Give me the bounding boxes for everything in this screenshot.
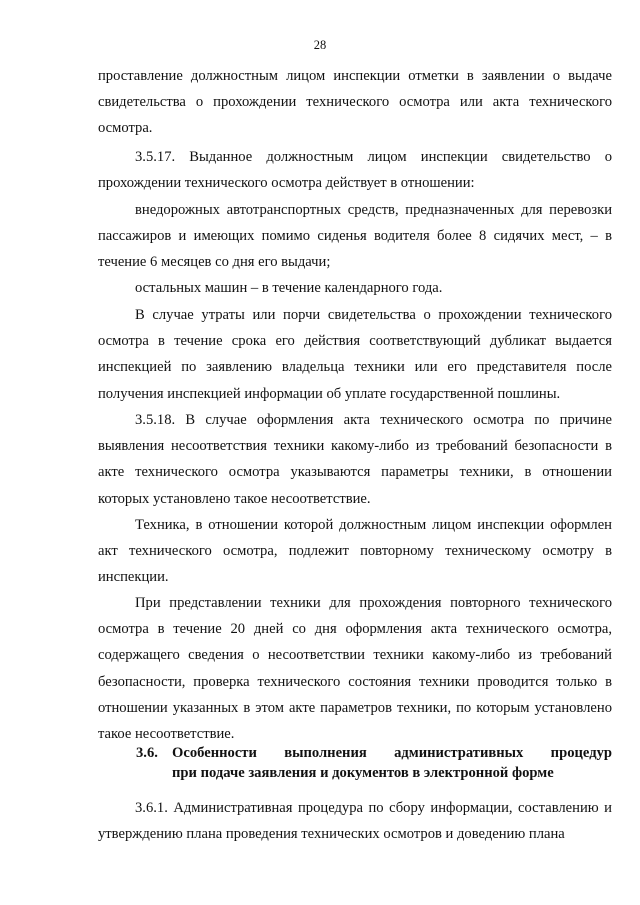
paragraph-offroad-vehicles: внедорожных автотранспортных средств, предназначенных для перевозки пассажиров и имеющих помимо сиденья водителя более 8 сидячих мест, – в течение 6 месяцев со дня его выдачи; [98,202,612,271]
paragraph-3-5-17: 3.5.17. Выданное должностным лицом инспекции свидетельство о прохождении технического осмотра действует в отношении: [98,149,612,192]
section-heading-line-2: при подаче заявления и документов в электронной форме [172,765,554,781]
paragraph-repeat-20-days: При представлении техники для прохождения повторного технического осмотра в течение 20 дней со дня оформления акта технического осмотра, содержащего сведения о несоответствии техники какому-либо из требований безопасности, проверка технического состояния техники проводится только в отношении указанных в этом акте параметров техники, по которым установлено такое несоответствие. [98,595,612,743]
paragraph-repeat-inspection: Техника, в отношении которой должностным лицом инспекции оформлен акт технического осмотра, подлежит повторному техническому осмотру в инспекции. [98,517,612,586]
paragraph-continuation: проставление должностным лицом инспекции отметки в заявлении о выдаче свидетельства о прохождении технического осмотра или акта технического осмотра. [98,68,612,137]
section-heading [172,743,612,783]
paragraph-other-machines: остальных машин – в течение календарного года. [135,280,443,296]
paragraph-duplicate: В случае утраты или порчи свидетельства о прохождении технического осмотра в течение срока его действия соответствующий дубликат выдается инспекцией по заявлению владельца техники или его представителя после получения инспекцией информации об уплате государственной пошлины. [98,307,612,402]
section-heading-line-1: Особенности выполнения административных процедур [172,745,612,761]
paragraph-3-5-18: 3.5.18. В случае оформления акта технического осмотра по причине выявления несоответствия техники какому-либо из требований безопасности в акте технического осмотра указываются параметры техники, в отношении которых установлено такое несоответствие. [98,412,612,507]
paragraph-3-6-1: 3.6.1. Административная процедура по сбору информации, составлению и утверждению плана проведения технических осмотров и доведению плана [98,800,612,843]
page-number: 28 [313,38,327,52]
section-number: 3.6. [136,745,158,761]
